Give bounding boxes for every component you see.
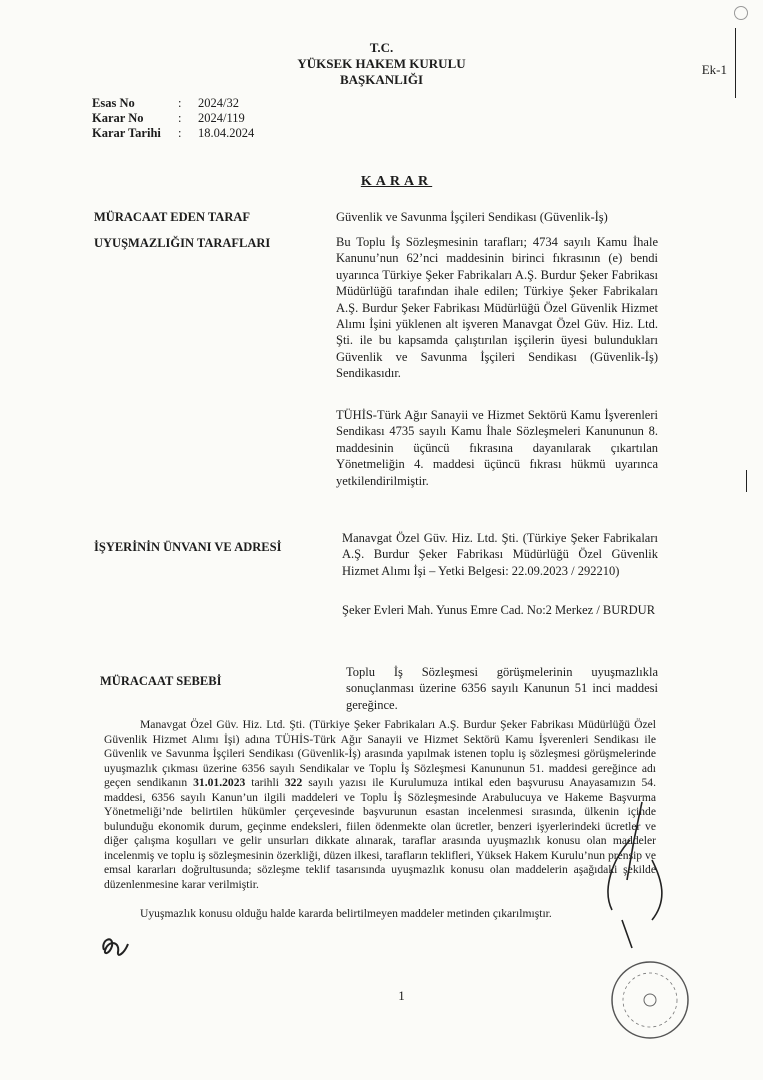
page-number: 1 bbox=[398, 988, 405, 1003]
meta-row-esas bbox=[92, 96, 254, 111]
decision-title: KARAR bbox=[360, 174, 433, 189]
decision-body-note: Uyuşmazlık konusu olduğu halde kararda belirtilmeyen maddeler metinden çıkarılmıştır. bbox=[140, 907, 552, 920]
handwritten-initials bbox=[98, 930, 138, 964]
applicant-text: Güvenlik ve Savunma İşçileri Sendikası (Güvenlik-İş) bbox=[336, 210, 608, 224]
parties-label: UYUŞMAZLIĞIN TARAFLARI bbox=[94, 236, 271, 250]
meta-colon: : bbox=[178, 96, 182, 110]
parties-text-2: TÜHİS-Türk Ağır Sanayii ve Hizmet Sektörü Kamu İşverenleri Sendikası 4735 sayılı Kamu İhale Sözleşmeleri Kanununun 8. maddesinin üçüncü fıkrasına dayanılarak çıkartılan Yönetmeliğin 4. maddesi üçüncü fıkrası hükmü uyarınca yetkilendirilmiştir. bbox=[336, 408, 658, 488]
meta-value: 2024/119 bbox=[198, 111, 245, 125]
header-institution: YÜKSEK HAKEM KURULU bbox=[297, 56, 466, 71]
workplace-text-1: Manavgat Özel Güv. Hiz. Ltd. Şti. (Türkiye Şeker Fabrikaları A.Ş. Burdur Şeker Fabrikası Müdürlüğü Özel Güvenlik Hizmet Alımı İşi – Yetki Belgesi: 22.09.2023 / 292210) bbox=[342, 531, 658, 578]
body-date: 31.01.2023 bbox=[193, 776, 246, 789]
workplace-label: İŞYERİNİN ÜNVANI VE ADRESİ bbox=[94, 540, 282, 554]
body-text-start: Manavgat Özel Güv. Hiz. Ltd. Şti. (Türkiye Şeker Fabrikaları A.Ş. Burdur Şeker Fabrikası Müdürlüğü Özel Güvenlik Hizmet Alımı İşi) adına TÜHİS-Türk Ağır Sanayii ve Hizmet Sektörü Kamu İşverenleri Sendikası ile Güvenlik ve Savunma İşçileri Sendikası (Güvenlik-İş) arasında yapılmak istenen toplu iş sözleşmesi görüşmelerinde uyuşmazlık çıkması üzerine 6356 sayılı Sendikalar ve Toplu İş Sözleşmesi Kanununun 51. maddesi gereğince adı geçen sendikanın bbox=[104, 718, 656, 789]
body-text-mid: tarihli bbox=[251, 776, 279, 789]
meta-colon: : bbox=[178, 111, 182, 125]
header-presidency: BAŞKANLIĞI bbox=[339, 72, 424, 87]
parties-text-1: Bu Toplu İş Sözleşmesinin tarafları; 4734 sayılı Kamu İhale Kanunu’nun 62’nci maddesinin birinci fıkrasının (e) bendi uyarınca Türkiye Şeker Fabrikaları A.Ş. Burdur Şeker Fabrikası Müdürlüğü tarafından ihale edilen; Türkiye Şeker Fabrikaları A.Ş. Burdur Şeker Fabrikası Müdürlüğü Özel Güvenlik Hizmet Alımı İşini yüklenen alt işveren Manavgat Özel Güv. Hiz. Ltd. Şti. ile bu kapsamda çalıştırılan işçilerin üyesi bulundukları Güvenlik ve Savunma İşçileri Sendikası (Güvenlik-İş) Sendikasıdır. bbox=[336, 235, 658, 381]
meta-key: Karar Tarihi bbox=[92, 126, 161, 140]
meta-value: 18.04.2024 bbox=[198, 126, 255, 140]
body-text-rest: sayılı yazısı ile Kurulumuza intikal eden başvurusu Anayasamızın 54. maddesi, 6356 sayılı Kanun’un ilgili maddeleri ve Toplu İş Sözleşmesinde Arabulucuya ve Hakeme Başvurma Yönetmeliği’nde belirtilen hükümler çerçevesinde başvurunun esastan incelenmesi sırasında, ülkenin içinde bulunduğu ekonomik durum, geçinme endeksleri, fiilen ödenmekte olan ücretler, benzeri işyerlerindeki ücretler ve diğer çalışma koşulları ve gelir unsurları dikkate alınarak, taraflar arasında uyuşmazlık konusu olan maddeler incelenmiş ve toplu iş sözleşmesinin özerkliği, düzen ilkesi, tarafların teklifleri, Yüksek Hakem Kurulu’nun prensip ve emsal kararları doğrultusunda; sözleşme teklif tasarısında uyuşmazlık konusu olan maddelerin aşağıdaki şekilde düzenlenmesine karar verilmiştir. bbox=[104, 776, 656, 891]
body-number: 322 bbox=[284, 776, 303, 789]
meta-row-date bbox=[92, 126, 254, 141]
reason-label: MÜRACAAT SEBEBİ bbox=[100, 674, 222, 688]
punch-hole-mark bbox=[734, 6, 748, 20]
meta-value: 2024/32 bbox=[198, 96, 239, 110]
annex-label: Ek-1 bbox=[701, 62, 727, 77]
margin-line-top bbox=[735, 28, 736, 98]
decision-body-paragraph bbox=[104, 718, 656, 892]
meta-key: Karar No bbox=[92, 111, 144, 125]
header-tc: T.C. bbox=[369, 40, 394, 55]
case-meta bbox=[92, 96, 254, 141]
signature-scribble bbox=[582, 800, 682, 950]
applicant-label: MÜRACAAT EDEN TARAF bbox=[94, 210, 251, 224]
meta-key: Esas No bbox=[92, 96, 135, 110]
meta-colon: : bbox=[178, 126, 182, 140]
reason-text: Toplu İş Sözleşmesi görüşmelerinin uyuşmazlıkla sonuçlanması üzerine 6356 sayılı Kanunun 51 inci maddesi gereğince. bbox=[346, 665, 658, 712]
workplace-text-2: Şeker Evleri Mah. Yunus Emre Cad. No:2 Merkez / BURDUR bbox=[342, 603, 656, 617]
margin-mark bbox=[746, 470, 747, 492]
meta-row-karar bbox=[92, 111, 254, 126]
